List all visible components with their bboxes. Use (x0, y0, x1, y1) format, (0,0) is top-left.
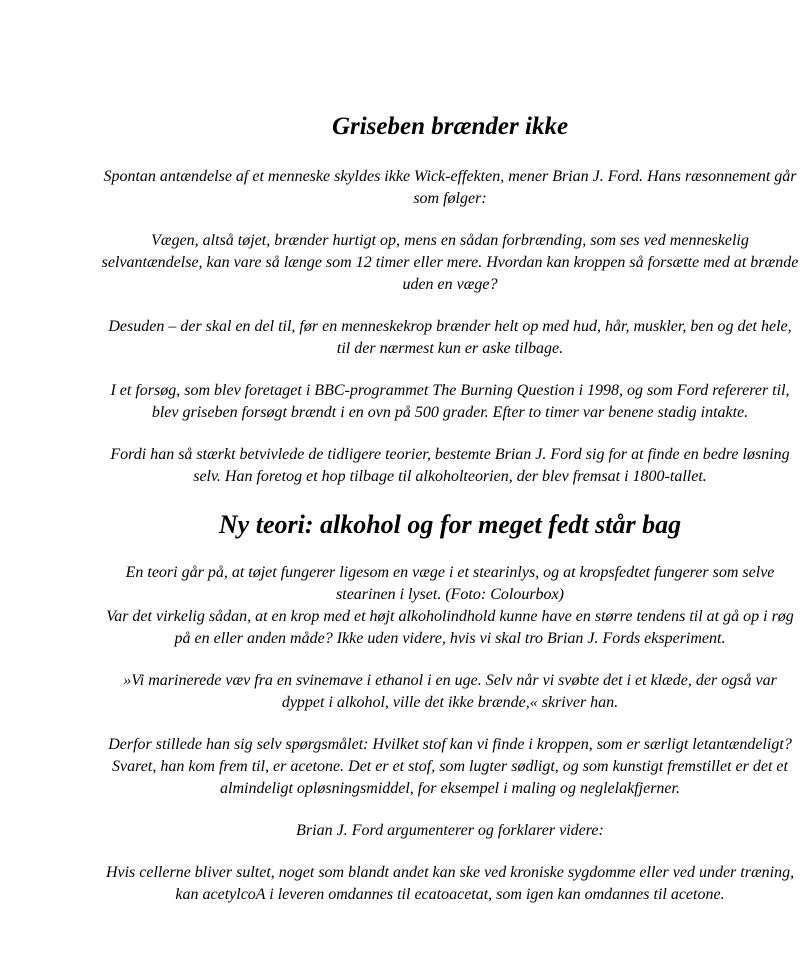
article-body (100, 112, 800, 906)
paragraph-cells: Hvis cellerne bliver sultet, noget som blandt andet kan ske ved kroniske sygdomme eller ved under træning, kan acetylcoA i leveren omdannes til ecatoacetat, som igen kan omdannes til acetone. (105, 864, 795, 903)
paragraph-alcohol-question: Var det virkelig sådan, at en krop med et højt alkoholindhold kunne have en større tendens til at gå op i røg på en eller anden måde? Ikke uden videre, hvis vi skal tro Brian J. Fords eksperiment. (106, 608, 794, 647)
paragraph-body-burning: Desuden – der skal en del til, før en menneskekrop brænder helt op med hud, hår, muskler, ben og det hele, til der nærmest kun er aske tilbage. (108, 318, 792, 357)
section-subtitle: Ny teori: alkohol og for meget fedt står bag (218, 510, 682, 539)
paragraph-alcohol-theory: Fordi han så stærkt betvivlede de tidligere teorier, bestemte Brian J. Ford sig for at finde en bedre løsning selv. Han foretog et hop tilbage til alkoholteorien, der blev fremsat i 1800-tallet. (110, 446, 790, 485)
article-title: Griseben brænder ikke (331, 113, 569, 140)
paragraph-wick: Vægen, altså tøjet, brænder hurtigt op, mens en sådan forbrænding, som ses ved menneskelig selvantændelse, kan vare så længe som 12 timer eller mere. Hvordan kan kroppen så forsætte med at brænde uden en væge? (101, 232, 799, 293)
paragraph-acetone: Derfor stillede han sig selv spørgsmålet: Hvilket stof kan vi finde i kroppen, som er særligt letantændeligt? Svaret, han kom frem til, er acetone. Det er et stof, som lugter sødligt, og som kunstigt fremstillet er det et almindeligt opløsningsmiddel, for eksempel i maling og neglelakfjerner. (108, 736, 792, 797)
photo-caption: En teori går på, at tøjet fungerer ligesom en væge i et stearinlys, og at kropsfedtet fungerer som selve stearinen i lyset. (Foto: Colourbox) (125, 564, 775, 603)
paragraph-quote: »Vi marinerede væv fra en svinemave i ethanol i en uge. Selv når vi svøbte det i et klæde, der også var dyppet i alkohol, ville det ikke brænde,« skriver han. (123, 672, 777, 711)
paragraph-ford-explains: Brian J. Ford argumenterer og forklarer videre: (296, 822, 604, 839)
paragraph-bbc-experiment: I et forsøg, som blev foretaget i BBC-programmet The Burning Question i 1998, og som Ford refererer til, blev griseben forsøgt brændt i en ovn på 500 grader. Efter to timer var benene stadig intakte. (110, 382, 790, 421)
intro-paragraph: Spontan antændelse af et menneske skyldes ikke Wick-effekten, mener Brian J. Ford. Hans ræsonnement går som følger: (103, 168, 797, 207)
